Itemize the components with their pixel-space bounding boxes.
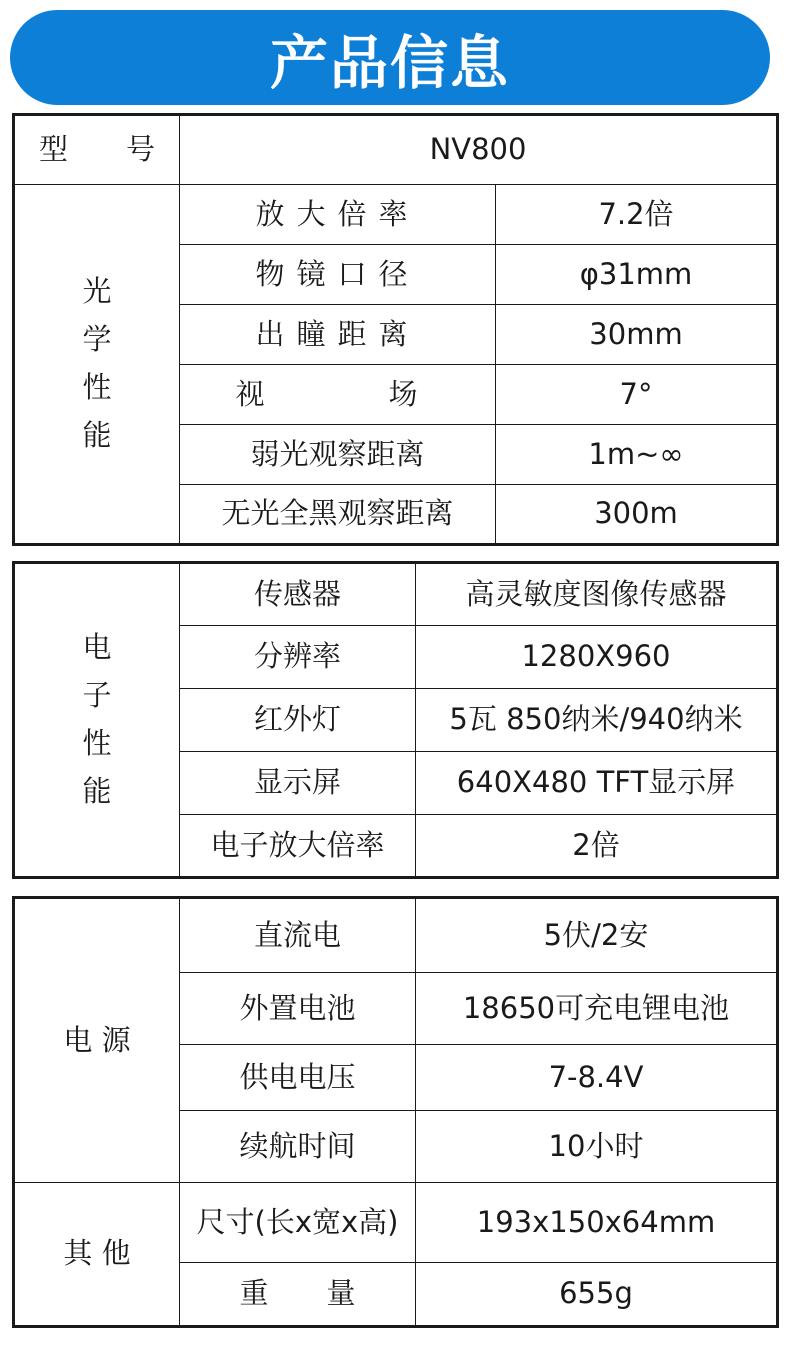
model-label: 型 号 [14,115,180,185]
spec-value: 300m [496,485,778,545]
spec-label: 直流电 [180,898,416,973]
spec-value: 10小时 [416,1111,778,1183]
spec-label: 尺寸(长x宽x高) [180,1183,416,1263]
spec-label: 重 量 [180,1263,416,1327]
spec-label: 视 场 [180,365,496,425]
spec-value: 7.2倍 [496,185,778,245]
spec-value: 1m~∞ [496,425,778,485]
optical-spec-table [12,113,779,546]
spec-value: 7° [496,365,778,425]
table-row [14,1183,778,1263]
spec-label: 显示屏 [180,752,416,815]
spec-value: 5瓦 850纳米/940纳米 [416,689,778,752]
spec-label: 分辨率 [180,626,416,689]
spec-value: 655g [416,1263,778,1327]
table-row [14,898,778,973]
spec-label: 弱光观察距离 [180,425,496,485]
spec-label: 红外灯 [180,689,416,752]
spec-value: 高灵敏度图像传感器 [416,563,778,626]
electronic-spec-table [12,561,779,879]
spec-value: 640X480 TFT显示屏 [416,752,778,815]
table-row [14,115,778,185]
table-row [14,563,778,626]
spec-value: 5伏/2安 [416,898,778,973]
optical-group-label: 光学性能 [14,185,180,545]
spec-value: 2倍 [416,815,778,878]
spec-value: 1280X960 [416,626,778,689]
spec-label: 无光全黑观察距离 [180,485,496,545]
model-value: NV800 [180,115,778,185]
power-other-spec-table [12,896,779,1328]
header-banner [10,10,770,105]
spec-value: φ31mm [496,245,778,305]
spec-value: 18650可充电锂电池 [416,973,778,1045]
spec-label: 放大倍率 [180,185,496,245]
spec-label: 出瞳距离 [180,305,496,365]
spec-label: 供电电压 [180,1045,416,1111]
spec-label: 电子放大倍率 [180,815,416,878]
page-title: 产品信息 [269,28,510,97]
spec-label: 续航时间 [180,1111,416,1183]
spec-value: 30mm [496,305,778,365]
spec-label: 外置电池 [180,973,416,1045]
spec-label: 物镜口径 [180,245,496,305]
other-group-label: 其 他 [14,1183,180,1327]
power-group-label: 电 源 [14,898,180,1183]
electronic-group-label: 电子性能 [14,563,180,878]
table-row [14,185,778,245]
spec-value: 7-8.4V [416,1045,778,1111]
spec-label: 传感器 [180,563,416,626]
spec-value: 193x150x64mm [416,1183,778,1263]
